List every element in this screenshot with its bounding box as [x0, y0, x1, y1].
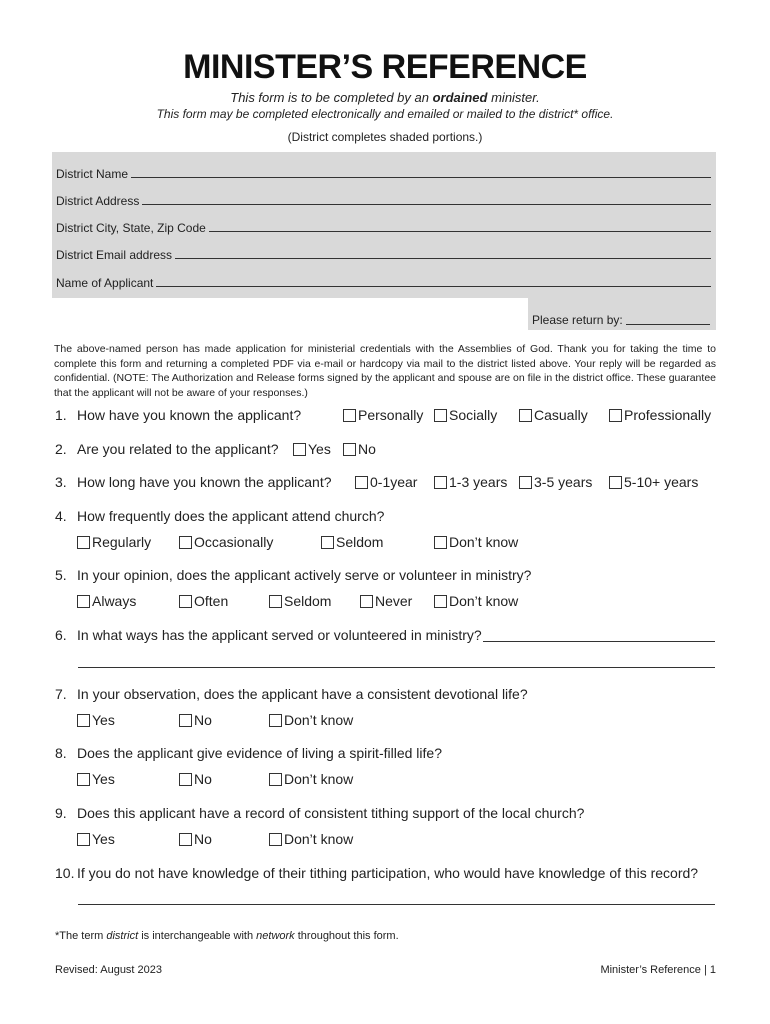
form-title: MINISTER’S REFERENCE [183, 48, 587, 86]
applicant-name-field[interactable]: Name of Applicant [56, 272, 711, 290]
checkbox[interactable] [355, 476, 368, 489]
q5-option-always[interactable]: Always [77, 593, 136, 609]
question-5: 5. In your opinion, does the applicant actively serve or volunteer in ministry? [55, 567, 532, 583]
q3-option-0-1-year[interactable]: 0-1year [355, 474, 417, 490]
subtitle-line2: This form may be completed electronically and emailed or mailed to the district* office. [156, 107, 614, 121]
checkbox[interactable] [519, 476, 532, 489]
checkbox[interactable] [343, 443, 356, 456]
q4-option-regularly[interactable]: Regularly [77, 534, 151, 550]
district-name-field[interactable]: District Name [56, 163, 711, 181]
q7-option-yes[interactable]: Yes [77, 712, 115, 728]
question-9: 9. Does this applicant have a record of consistent tithing support of the local church? [55, 805, 585, 821]
q7-option-dont-know[interactable]: Don’t know [269, 712, 353, 728]
q8-option-yes[interactable]: Yes [77, 771, 115, 787]
checkbox[interactable] [179, 773, 192, 786]
checkbox[interactable] [179, 714, 192, 727]
checkbox[interactable] [179, 833, 192, 846]
q1-option-personally[interactable]: Personally [343, 407, 423, 423]
q4-option-seldom[interactable]: Seldom [321, 534, 383, 550]
checkbox[interactable] [77, 714, 90, 727]
question-2: 2. Are you related to the applicant? [55, 441, 279, 457]
checkbox[interactable] [321, 536, 334, 549]
checkbox[interactable] [269, 714, 282, 727]
question-4: 4. How frequently does the applicant attend church? [55, 508, 385, 524]
q1-option-casually[interactable]: Casually [519, 407, 588, 423]
footnote: *The term district is interchangeable with network throughout this form. [55, 930, 399, 942]
district-city-state-zip-field[interactable]: District City, State, Zip Code [56, 217, 711, 235]
subtitle-line3: (District completes shaded portions.) [287, 130, 483, 144]
q3-option-5-10-years[interactable]: 5-10+ years [609, 474, 698, 490]
q5-option-dont-know[interactable]: Don’t know [434, 593, 518, 609]
question-6: 6. In what ways has the applicant served or volunteered in ministry? [55, 627, 482, 643]
checkbox[interactable] [434, 536, 447, 549]
question-3: 3. How long have you known the applicant? [55, 474, 332, 490]
q7-option-no[interactable]: No [179, 712, 212, 728]
checkbox[interactable] [434, 595, 447, 608]
q6-answer-line-2[interactable] [78, 667, 715, 668]
checkbox[interactable] [434, 409, 447, 422]
checkbox[interactable] [77, 595, 90, 608]
checkbox[interactable] [269, 773, 282, 786]
q8-option-dont-know[interactable]: Don’t know [269, 771, 353, 787]
checkbox[interactable] [77, 536, 90, 549]
checkbox[interactable] [609, 409, 622, 422]
checkbox[interactable] [519, 409, 532, 422]
q1-option-professionally[interactable]: Professionally [609, 407, 711, 423]
checkbox[interactable] [269, 595, 282, 608]
q9-option-no[interactable]: No [179, 831, 212, 847]
checkbox[interactable] [179, 536, 192, 549]
q4-option-dont-know[interactable]: Don’t know [434, 534, 518, 550]
q2-option-no[interactable]: No [343, 441, 376, 457]
q2-option-yes[interactable]: Yes [293, 441, 331, 457]
checkbox[interactable] [269, 833, 282, 846]
question-1: 1. How have you known the applicant? [55, 407, 302, 423]
question-7: 7. In your observation, does the applicant have a consistent devotional life? [55, 686, 528, 702]
checkbox[interactable] [343, 409, 356, 422]
q5-option-often[interactable]: Often [179, 593, 228, 609]
q9-option-yes[interactable]: Yes [77, 831, 115, 847]
checkbox[interactable] [179, 595, 192, 608]
revision-date: Revised: August 2023 [55, 964, 163, 976]
q3-option-3-5-years[interactable]: 3-5 years [519, 474, 592, 490]
q4-option-occasionally[interactable]: Occasionally [179, 534, 273, 550]
checkbox[interactable] [360, 595, 373, 608]
question-10: 10. If you do not have knowledge of their tithing participation, who would have knowledge of this record? [55, 865, 699, 881]
checkbox[interactable] [609, 476, 622, 489]
ordained-emphasis: ordained [432, 90, 488, 105]
page-footer: Minister’s Reference | 1 [600, 964, 716, 976]
q8-option-no[interactable]: No [179, 771, 212, 787]
district-email-field[interactable]: District Email address [56, 244, 711, 262]
checkbox[interactable] [77, 833, 90, 846]
q10-answer-line[interactable] [78, 904, 715, 905]
checkbox[interactable] [77, 773, 90, 786]
q5-option-never[interactable]: Never [360, 593, 412, 609]
return-by-field[interactable]: Please return by: [532, 313, 710, 327]
district-address-field[interactable]: District Address [56, 190, 711, 208]
q9-option-dont-know[interactable]: Don’t know [269, 831, 353, 847]
subtitle-line1: This form is to be completed by an ordained minister. [230, 90, 540, 105]
intro-paragraph: The above-named person has made application for ministerial credentials with the Assemblies of God. Thank you for taking the time to complete this form and returning a completed PDF via e-mail or hardcopy via mail to the district listed above. Your reply will be regarded as confidential. (NOTE: The Authorization and Release forms signed by the applicant and spouse are on file in the district office. These guarantee that the applicant will not be aware of your responses.) [54, 343, 716, 399]
checkbox[interactable] [293, 443, 306, 456]
q1-option-socially[interactable]: Socially [434, 407, 497, 423]
q3-option-1-3-years[interactable]: 1-3 years [434, 474, 507, 490]
q5-option-seldom[interactable]: Seldom [269, 593, 331, 609]
checkbox[interactable] [434, 476, 447, 489]
question-8: 8. Does the applicant give evidence of living a spirit-filled life? [55, 745, 442, 761]
q6-answer-line-1[interactable] [483, 641, 715, 642]
